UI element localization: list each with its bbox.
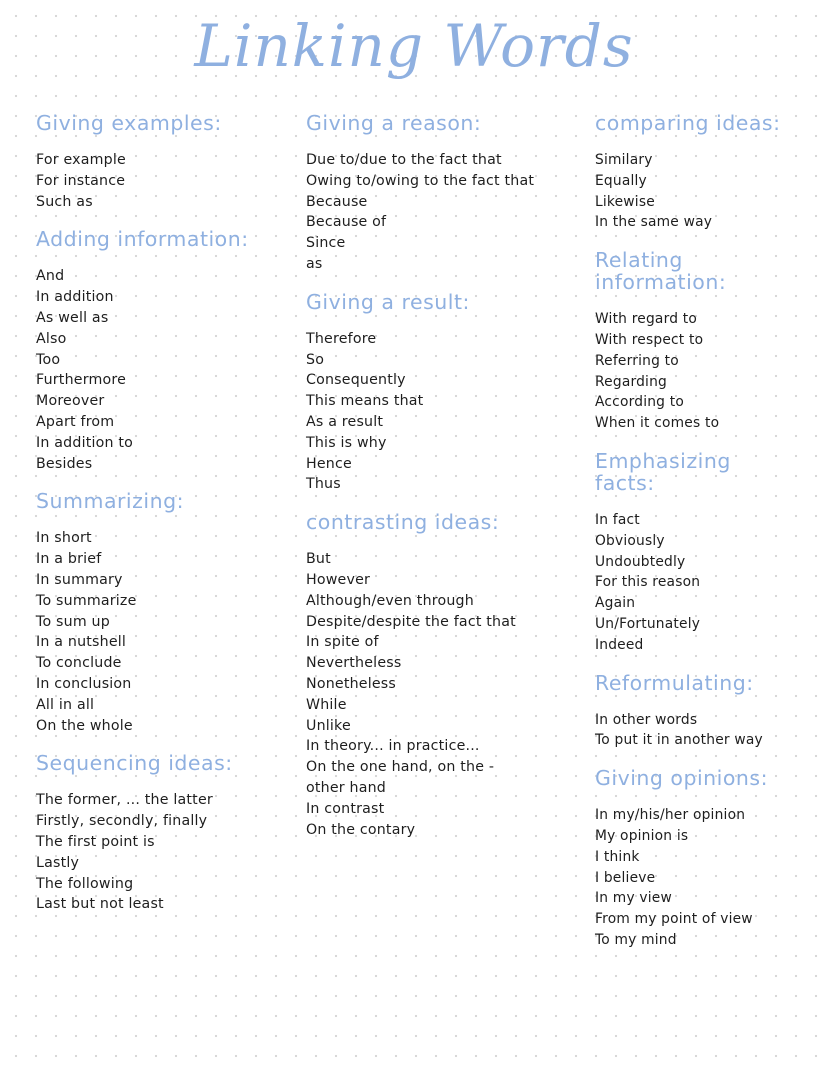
list-item: Thus: [306, 476, 341, 493]
list-item: In addition to: [36, 434, 134, 451]
section-heading: Giving a reason:: [306, 111, 482, 135]
column-left: [36, 112, 306, 931]
list-item: Since: [306, 235, 346, 252]
list-item: But: [306, 551, 331, 568]
list-item: In conclusion: [36, 675, 132, 692]
list-item: To my mind: [595, 931, 677, 948]
word-list: [595, 150, 821, 233]
list-item: In fact: [595, 511, 640, 528]
word-list: [595, 309, 821, 434]
list-item: For example: [36, 152, 126, 168]
list-item: Such as: [36, 193, 93, 210]
list-item: Besides: [36, 455, 93, 472]
section-heading: Reformulating:: [595, 670, 754, 695]
section-emphasizing-facts: [595, 450, 821, 656]
list-item: As well as: [36, 309, 109, 326]
list-item: Likewise: [595, 193, 655, 210]
word-list: [306, 329, 576, 495]
list-item: Furthermore: [36, 372, 127, 389]
column-right: [595, 112, 821, 967]
list-item: However: [306, 571, 371, 588]
word-list: [595, 510, 821, 656]
section-heading: Sequencing ideas:: [36, 751, 233, 776]
list-item: Despite/despite the fact that: [306, 613, 516, 630]
word-list: [306, 150, 576, 275]
list-item: As a result: [306, 413, 384, 430]
list-item: Therefore: [306, 330, 377, 347]
section-heading: comparing ideas:: [595, 111, 781, 135]
list-item: In my view: [595, 890, 672, 907]
list-item: With regard to: [595, 311, 698, 328]
list-item: All in all: [36, 696, 95, 713]
list-item: On the one hand, on the -: [306, 759, 495, 776]
list-item: From my point of view: [595, 911, 753, 928]
section-relating-information: [595, 249, 821, 434]
list-item: In theory... in practice...: [306, 738, 480, 755]
section-comparing-ideas: [595, 112, 821, 233]
list-item: For instance: [36, 172, 126, 189]
list-item: In other words: [595, 711, 698, 728]
section-giving-a-result: [306, 291, 576, 495]
section-heading: Giving opinions:: [595, 766, 768, 791]
page-title: Linking Words: [194, 12, 634, 80]
list-item: Indeed: [595, 636, 644, 653]
list-item: For this reason: [595, 574, 701, 591]
section-heading: contrasting ideas:: [306, 510, 500, 535]
list-item: In a brief: [36, 551, 102, 568]
list-item: To conclude: [36, 655, 122, 672]
section-heading: Giving a result:: [306, 289, 470, 314]
list-item: In contrast: [306, 800, 385, 817]
list-item: Although/even through: [306, 592, 474, 609]
list-item: I believe: [595, 869, 656, 886]
section-reformulating: [595, 672, 821, 752]
list-item: Moreover: [36, 393, 105, 410]
section-contrasting-ideas: [306, 511, 576, 840]
list-item: This is why: [306, 434, 387, 451]
list-item: In addition: [36, 289, 114, 306]
list-item: Again: [595, 595, 636, 612]
word-list: [595, 710, 821, 752]
section-adding-information: [36, 228, 306, 474]
section-giving-a-reason: [306, 112, 576, 275]
list-item: other hand: [306, 779, 386, 796]
section-giving-examples: [36, 112, 306, 212]
list-item: Apart from: [36, 413, 115, 430]
list-item: Similary: [595, 152, 653, 168]
section-heading: Emphasizing facts:: [595, 448, 731, 495]
list-item: So: [306, 351, 325, 368]
list-item: On the contary: [306, 821, 416, 838]
list-item: In spite of: [306, 634, 379, 651]
word-list: [36, 790, 306, 915]
list-item: In my/his/her opinion: [595, 807, 746, 824]
list-item: In the same way: [595, 214, 713, 231]
word-list: [36, 150, 306, 212]
list-item: Because: [306, 193, 368, 210]
list-item: Undoubtedly: [595, 553, 686, 570]
list-item: The first point is: [36, 833, 155, 850]
section-heading: Summarizing:: [36, 489, 184, 514]
list-item: Also: [36, 330, 67, 347]
word-list: [306, 549, 576, 840]
word-list: [595, 805, 821, 951]
section-summarizing: [36, 490, 306, 736]
list-item: To put it in another way: [595, 732, 763, 749]
list-item: Nevertheless: [306, 655, 402, 672]
list-item: The former, ... the latter: [36, 792, 213, 809]
list-item: When it comes to: [595, 415, 720, 432]
word-list: [36, 528, 306, 736]
list-item: To summarize: [36, 592, 137, 609]
list-item: And: [36, 268, 65, 285]
list-item: Obviously: [595, 532, 665, 549]
list-item: This means that: [306, 393, 424, 410]
list-item: I think: [595, 848, 640, 865]
section-heading: Relating information:: [595, 248, 727, 295]
list-item: Last but not least: [36, 896, 164, 913]
list-item: Equally: [595, 172, 647, 189]
list-item: To sum up: [36, 613, 110, 630]
list-item: Too: [36, 351, 61, 368]
list-item: Lastly: [36, 854, 80, 871]
list-item: Consequently: [306, 372, 406, 389]
list-item: Due to/due to the fact that: [306, 152, 502, 168]
list-item: The following: [36, 875, 134, 892]
list-item: My opinion is: [595, 827, 689, 844]
list-item: Owing to/owing to the fact that: [306, 172, 535, 189]
list-item: Unlike: [306, 717, 351, 734]
list-item: In a nutshell: [36, 634, 127, 651]
section-sequencing-ideas: [36, 752, 306, 915]
section-heading: Adding information:: [36, 227, 249, 252]
section-heading: Giving examples:: [36, 111, 222, 135]
list-item: On the whole: [36, 717, 133, 734]
list-item: Firstly, secondly, finally: [36, 813, 208, 830]
list-item: With respect to: [595, 331, 704, 348]
section-giving-opinions: [595, 767, 821, 951]
list-item: Nonetheless: [306, 675, 396, 692]
list-item: According to: [595, 394, 684, 411]
list-item: Un/Fortunately: [595, 615, 701, 632]
list-item: Hence: [306, 455, 352, 472]
list-item: While: [306, 696, 347, 713]
list-item: Referring to: [595, 352, 679, 369]
list-item: In summary: [36, 571, 123, 588]
list-item: Because of: [306, 214, 387, 231]
word-list: [36, 266, 306, 474]
list-item: In short: [36, 530, 92, 547]
list-item: Regarding: [595, 373, 667, 390]
list-item: as: [306, 255, 323, 272]
column-middle: [306, 112, 576, 856]
